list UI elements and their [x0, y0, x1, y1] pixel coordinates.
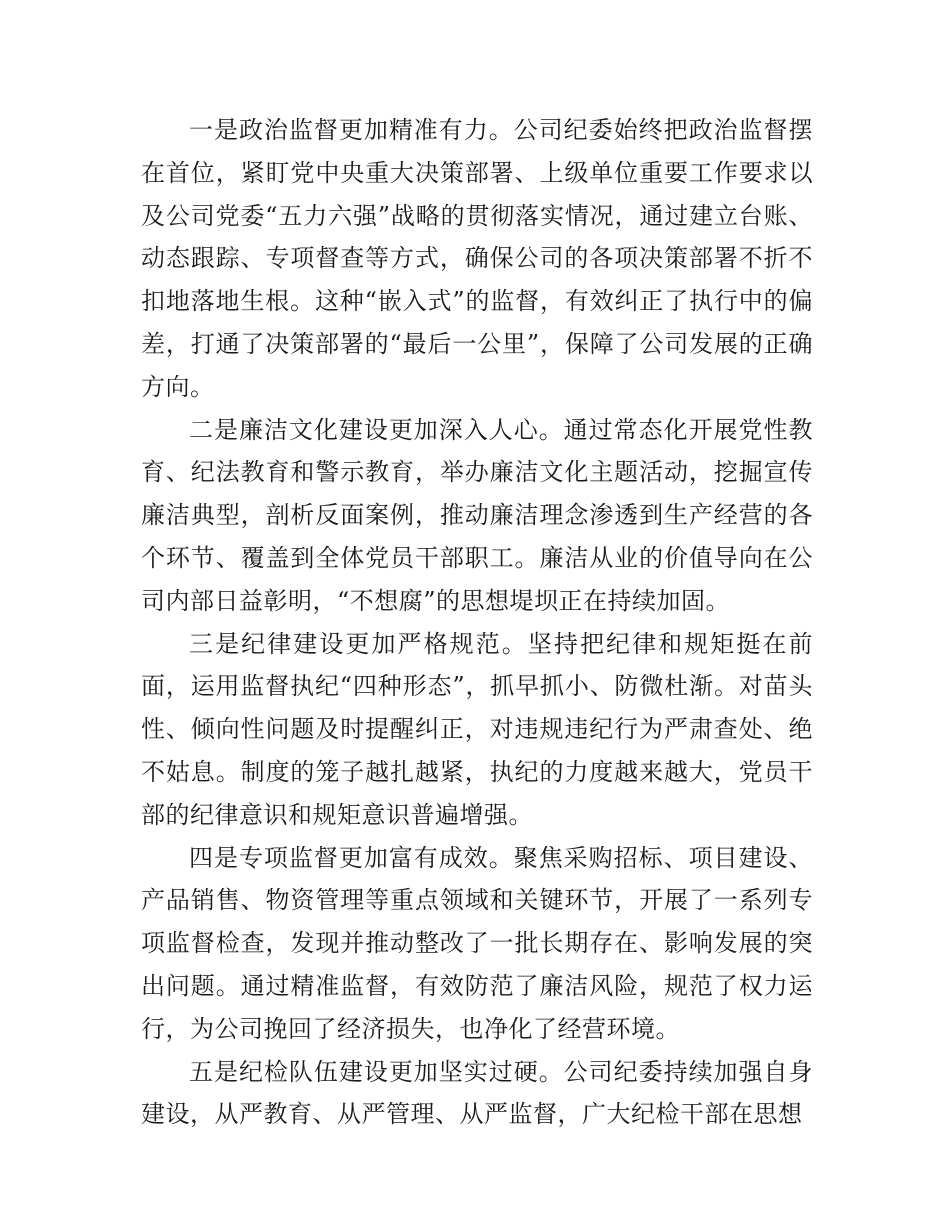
- paragraph-team-building: 五是纪检队伍建设更加坚实过硬。公司纪委持续加强自身建设，从严教育、从严管理、从严监督，广大纪检干部在思想: [141, 1057, 813, 1129]
- paragraph-special-supervision: 四是专项监督更加富有成效。聚焦采购招标、项目建设、产品销售、物资管理等重点领域和关键环节，开展了一系列专项监督检查，发现并推动整改了一批长期存在、影响发展的突出问题。通过精准监督，有效防范了廉洁风险，规范了权力运行，为公司挽回了经济损失，也净化了经营环境。: [141, 843, 813, 1043]
- paragraph-integrity-culture: 二是廉洁文化建设更加深入人心。通过常态化开展党性教育、纪法教育和警示教育，举办廉洁文化主题活动，挖掘宣传廉洁典型，剖析反面案例，推动廉洁理念渗透到生产经营的各个环节、覆盖到全体党员干部职工。廉洁从业的价值导向在公司内部日益彰明，“不想腐”的思想堤坝正在持续加固。: [141, 415, 813, 615]
- paragraph-political-supervision: 一是政治监督更加精准有力。公司纪委始终把政治监督摆在首位，紧盯党中央重大决策部署、上级单位重要工作要求以及公司党委“五力六强”战略的贯彻落实情况，通过建立台账、动态跟踪、专项督查等方式，确保公司的各项决策部署不折不扣地落地生根。这种“嵌入式”的监督，有效纠正了执行中的偏差，打通了决策部署的“最后一公里”，保障了公司发展的正确方向。: [141, 116, 813, 401]
- paragraph-discipline-building: 三是纪律建设更加严格规范。坚持把纪律和规矩挺在前面，运用监督执纪“四种形态”，抓早抓小、防微杜渐。对苗头性、倾向性问题及时提醒纠正，对违规违纪行为严肃查处、绝不姑息。制度的笼子越扎越紧，执纪的力度越来越大，党员干部的纪律意识和规矩意识普遍增强。: [141, 629, 813, 829]
- document-body: [141, 109, 813, 1136]
